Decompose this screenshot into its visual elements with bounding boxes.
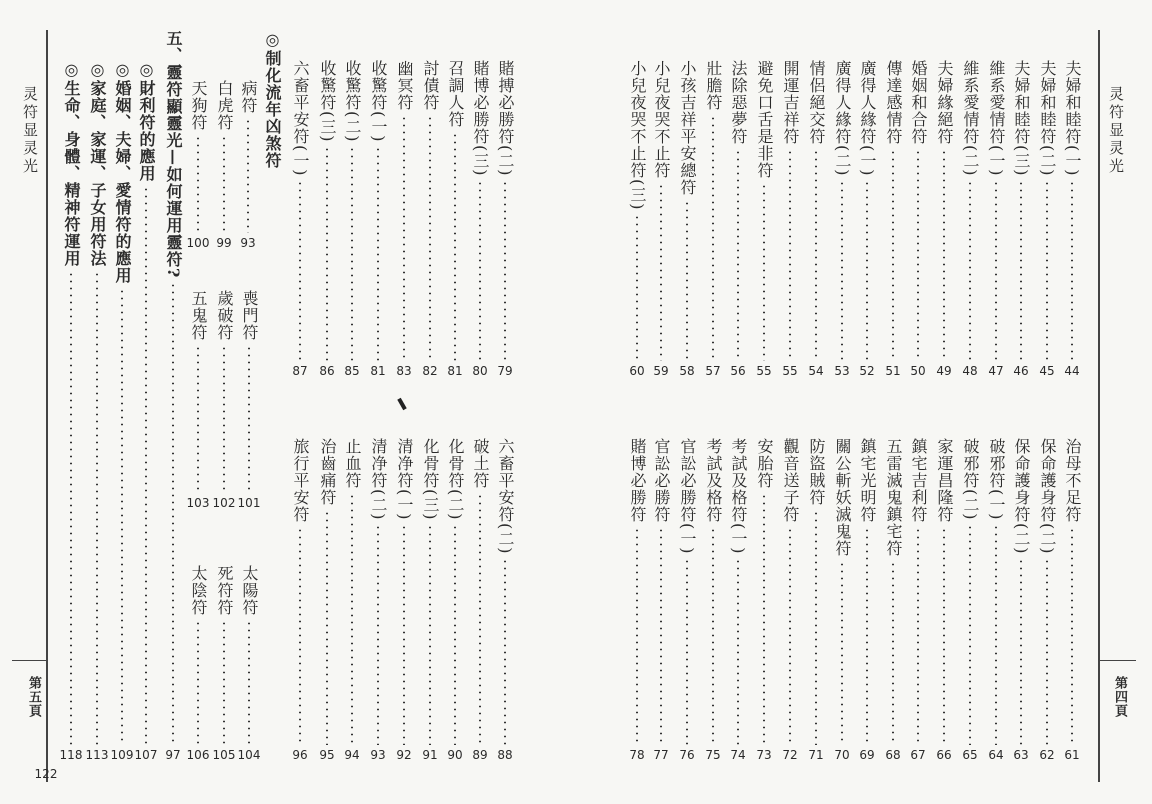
toc-entry — [444, 60, 466, 378]
toc-entry-title: 考試及格符 — [704, 438, 723, 523]
toc-entry-page-number: 106 — [186, 748, 210, 762]
dot-leader — [504, 180, 506, 361]
toc-entry-title: 病符 — [239, 80, 258, 114]
toc-entry — [187, 80, 209, 250]
dot-leader — [712, 527, 714, 745]
toc-entry — [1036, 60, 1058, 378]
toc-entry-title: 情侶絕交符 — [807, 60, 826, 145]
toc-entry-title: 破土符 — [471, 438, 490, 489]
dot-leader — [995, 524, 997, 745]
dot-leader — [763, 183, 765, 361]
dot-leader — [1046, 558, 1048, 745]
toc-entry — [367, 60, 389, 378]
right-page-label: 第四頁 — [1112, 676, 1127, 718]
toc-entry — [626, 60, 648, 378]
toc-entry — [289, 60, 311, 378]
toc-entry — [213, 290, 235, 510]
toc-entry-page-number: 88 — [497, 748, 513, 762]
toc-entry-page-number: 73 — [756, 748, 772, 762]
toc-entry-title: 歲破符 — [215, 290, 234, 341]
dot-leader — [943, 527, 945, 745]
toc-entry — [985, 438, 1007, 762]
toc-entry — [237, 80, 259, 250]
dot-leader — [1020, 180, 1022, 361]
toc-entry-title: 觀音送子符 — [781, 438, 800, 523]
dot-leader — [660, 527, 662, 745]
toc-entry-page-number: 83 — [396, 364, 412, 378]
toc-entry-title: 召調人符 — [446, 60, 465, 128]
toc-entry-title: 保命護身符(二) — [1012, 438, 1031, 555]
dot-leader — [454, 132, 456, 361]
toc-entry-title: 化骨符(三) — [421, 438, 440, 521]
toc-entry-page-number: 91 — [422, 748, 438, 762]
toc-entry-page-number: 81 — [447, 364, 463, 378]
toc-entry — [753, 438, 775, 762]
toc-entry-page-number: 86 — [319, 364, 335, 378]
toc-entry — [60, 60, 82, 762]
toc-entry-title: 傳達感情符 — [884, 60, 903, 145]
toc-entry-page-number: 85 — [344, 364, 360, 378]
dot-leader — [299, 527, 301, 745]
toc-entry-page-number: 53 — [834, 364, 850, 378]
toc-entry-title: 鎮宅吉利符 — [909, 438, 928, 523]
toc-entry — [626, 438, 648, 762]
toc-entry-page-number: 63 — [1013, 748, 1029, 762]
toc-entry — [419, 438, 441, 762]
toc-entry-title: 化骨符(二) — [446, 438, 465, 521]
toc-entry-title: 夫婦和睦符(二) — [1038, 60, 1057, 177]
toc-entry — [1061, 438, 1083, 762]
dot-leader — [403, 115, 405, 361]
toc-entry-page-number: 118 — [59, 748, 83, 762]
dot-leader — [121, 288, 123, 745]
toc-entry — [494, 60, 516, 378]
dot-leader — [660, 183, 662, 361]
toc-entry — [856, 60, 878, 378]
toc-entry-page-number: 113 — [85, 748, 109, 762]
toc-entry-title: 天狗符 — [189, 80, 208, 131]
dot-leader — [1071, 180, 1073, 361]
left-page-label: 第五頁 — [26, 676, 41, 718]
toc-entry — [86, 60, 108, 762]
dot-leader — [429, 115, 431, 361]
toc-entry — [676, 60, 698, 378]
toc-entry — [494, 438, 516, 762]
toc-entry-page-number: 49 — [936, 364, 952, 378]
toc-entry — [727, 60, 749, 378]
toc-entry-page-number: 47 — [988, 364, 1004, 378]
dot-leader — [815, 149, 817, 361]
dot-leader — [686, 558, 688, 745]
toc-entry-page-number: 68 — [885, 748, 901, 762]
toc-entry-title: 維系愛情符(一) — [987, 60, 1006, 177]
dot-leader — [377, 524, 379, 745]
toc-entry-page-number: 75 — [705, 748, 721, 762]
toc-entry-page-number: 57 — [705, 364, 721, 378]
toc-entry — [882, 438, 904, 762]
toc-entry — [805, 60, 827, 378]
toc-entry — [289, 438, 311, 762]
toc-entry — [779, 60, 801, 378]
dot-leader — [866, 527, 868, 745]
toc-entry-page-number: 61 — [1064, 748, 1080, 762]
dot-leader — [351, 146, 353, 361]
dot-leader — [737, 149, 739, 361]
toc-entry — [1010, 60, 1032, 378]
toc-entry-title: 五雷滅鬼鎮宅符 — [884, 438, 903, 557]
dot-leader — [995, 180, 997, 361]
toc-entry — [959, 438, 981, 762]
toc-entry — [907, 60, 929, 378]
toc-entry-title: 法除惡夢符 — [729, 60, 748, 145]
toc-entry — [753, 60, 775, 378]
left-running-title: 灵符显灵光 — [21, 86, 39, 176]
toc-entry — [111, 60, 133, 762]
toc-entry-page-number: 76 — [679, 748, 695, 762]
toc-entry-page-number: 102 — [212, 496, 236, 510]
dot-leader — [712, 115, 714, 361]
toc-entry — [959, 60, 981, 378]
toc-entry — [444, 438, 466, 762]
dot-leader — [299, 180, 301, 361]
dot-leader — [429, 524, 431, 745]
toc-entry — [650, 438, 672, 762]
toc-entry-page-number: 80 — [472, 364, 488, 378]
dot-leader — [223, 345, 225, 493]
toc-entry — [238, 565, 260, 762]
toc-entry-title: 治母不足符 — [1063, 438, 1082, 523]
dot-leader — [917, 149, 919, 361]
toc-entry-page-number: 93 — [370, 748, 386, 762]
dot-leader — [223, 135, 225, 233]
toc-entry-page-number: 96 — [292, 748, 308, 762]
toc-entry-title: 小孩吉祥平安總符 — [678, 60, 697, 196]
toc-entry — [831, 438, 853, 762]
toc-entry-page-number: 48 — [962, 364, 978, 378]
dot-leader — [1020, 558, 1022, 745]
toc-entry-title: 官訟必勝符(一) — [678, 438, 697, 555]
toc-entry-title: 廣得人緣符(二) — [833, 60, 852, 177]
page-label-rule-right — [1100, 660, 1136, 661]
dot-leader — [1071, 527, 1073, 745]
toc-entry-title: ◎制化流年凶煞符 — [263, 30, 282, 169]
toc-entry — [419, 60, 441, 378]
right-running-title: 灵符显灵光 — [1107, 86, 1125, 176]
dot-leader — [841, 561, 843, 745]
toc-entry — [393, 438, 415, 762]
toc-entry — [650, 60, 672, 378]
toc-entry-title: 小兒夜哭不止符(三) — [628, 60, 647, 211]
toc-entry-page-number: 65 — [962, 748, 978, 762]
toc-entry-page-number: 105 — [212, 748, 236, 762]
toc-entry-title: 太陰符 — [189, 565, 208, 616]
toc-entry-title: 小兒夜哭不止符 — [652, 60, 671, 179]
toc-entry-title: 五鬼符 — [189, 290, 208, 341]
toc-entry-page-number: 72 — [782, 748, 798, 762]
toc-entry — [727, 438, 749, 762]
toc-entry-title: 死符符 — [215, 565, 234, 616]
toc-entry-title: 維系愛情符(二) — [961, 60, 980, 177]
toc-entry — [393, 60, 415, 378]
toc-entry — [34, 760, 58, 781]
toc-entry-page-number: 64 — [988, 748, 1004, 762]
toc-entry — [933, 60, 955, 378]
toc-entry-page-number: 109 — [110, 748, 134, 762]
toc-entry — [162, 30, 184, 762]
toc-entry-title: 避免口舌是非符 — [755, 60, 774, 179]
dot-leader — [479, 180, 481, 361]
toc-entry — [341, 438, 363, 762]
toc-entry-title: 喪門符 — [240, 290, 259, 341]
dot-leader — [686, 200, 688, 361]
toc-entry-page-number: 92 — [396, 748, 412, 762]
toc-entry-title: ◎財利符的應用 — [137, 60, 156, 182]
dot-leader — [145, 186, 147, 745]
toc-entry-page-number: 100 — [186, 236, 210, 250]
dot-leader — [326, 510, 328, 745]
dot-leader — [789, 149, 791, 361]
dot-leader — [789, 527, 791, 745]
toc-entry-title: 防盜賊符 — [807, 438, 826, 506]
toc-entry-page-number: 79 — [497, 364, 513, 378]
dot-leader — [271, 173, 273, 375]
toc-entry-title: 清净符(二) — [369, 438, 388, 521]
toc-entry — [187, 290, 209, 510]
toc-entry-page-number: 67 — [910, 748, 926, 762]
toc-entry-page-number: 82 — [422, 364, 438, 378]
toc-entry-title: 收驚符(三) — [318, 60, 337, 143]
toc-entry — [316, 60, 338, 378]
stray-ink-mark — [397, 398, 406, 410]
toc-entry — [1036, 438, 1058, 762]
toc-entry-page-number: 94 — [344, 748, 360, 762]
toc-entry — [702, 60, 724, 378]
toc-entry — [907, 438, 929, 762]
dot-leader — [197, 345, 199, 493]
toc-entry — [261, 30, 283, 378]
dot-leader — [70, 271, 72, 745]
toc-entry-page-number: 44 — [1064, 364, 1080, 378]
toc-entry-page-number: 51 — [885, 364, 901, 378]
toc-entry — [779, 438, 801, 762]
toc-entry-page-number: 59 — [653, 364, 669, 378]
dot-leader — [969, 524, 971, 745]
toc-entry — [676, 438, 698, 762]
toc-entry-title: 夫婦緣絕符 — [935, 60, 954, 145]
toc-entry-title: 六畜平安符(一) — [291, 60, 310, 177]
toc-entry-title: 開運吉祥符 — [781, 60, 800, 145]
dot-leader — [197, 135, 199, 233]
dot-leader — [892, 149, 894, 361]
toc-entry-page-number: 71 — [808, 748, 824, 762]
toc-entry-page-number: 93 — [240, 236, 256, 250]
dot-leader — [763, 493, 765, 745]
dot-leader — [969, 180, 971, 361]
toc-entry-page-number: 107 — [134, 748, 158, 762]
toc-entry-title: 六畜平安符(二) — [496, 438, 515, 555]
toc-entry-page-number: 74 — [730, 748, 746, 762]
toc-entry-page-number: 78 — [629, 748, 645, 762]
toc-entry-title: 收驚符(二) — [343, 60, 362, 143]
dot-leader — [1046, 180, 1048, 361]
toc-entry — [933, 438, 955, 762]
toc-entry-page-number: 54 — [808, 364, 824, 378]
toc-entry-page-number: 90 — [447, 748, 463, 762]
toc-entry-page-number: 60 — [629, 364, 645, 378]
dot-leader — [504, 558, 506, 745]
toc-entry-title: 清净符(一) — [395, 438, 414, 521]
toc-entry — [831, 60, 853, 378]
toc-entry-title: 收驚符(一) — [369, 60, 388, 143]
toc-entry-title: 保命護身符(二) — [1038, 438, 1057, 555]
dot-leader — [248, 345, 250, 493]
toc-entry-title: 考試及格符(一) — [729, 438, 748, 555]
toc-entry-title: ◎家庭、家運、子女用符法 — [88, 60, 107, 267]
dot-leader — [737, 558, 739, 745]
dot-leader — [479, 493, 481, 745]
toc-entry-page-number: 62 — [1039, 748, 1055, 762]
toc-entry — [469, 438, 491, 762]
dot-leader — [815, 510, 817, 745]
dot-leader — [454, 524, 456, 745]
toc-entry — [805, 438, 827, 762]
left-page-outer-rule — [46, 30, 48, 782]
toc-entry-page-number: 45 — [1039, 364, 1055, 378]
toc-entry-page-number: 89 — [472, 748, 488, 762]
toc-entry-title: 鎮宅光明符 — [858, 438, 877, 523]
toc-entry-page-number: 70 — [834, 748, 850, 762]
toc-entry-page-number: 66 — [936, 748, 952, 762]
dot-leader — [326, 146, 328, 361]
toc-entry — [135, 60, 157, 762]
dot-leader — [96, 271, 98, 745]
dot-leader — [866, 180, 868, 361]
toc-entry — [238, 290, 260, 510]
toc-entry-page-number: 95 — [319, 748, 335, 762]
dot-leader — [351, 493, 353, 745]
toc-entry-page-number: 81 — [370, 364, 386, 378]
toc-entry-title: 治齒痛符 — [318, 438, 337, 506]
toc-entry-page-number: 46 — [1013, 364, 1029, 378]
toc-entry-title: 安胎符 — [755, 438, 774, 489]
toc-entry-page-number: 77 — [653, 748, 669, 762]
toc-entry-page-number: 55 — [782, 364, 798, 378]
toc-entry-title: 白虎符 — [215, 80, 234, 131]
toc-entry-page-number: 52 — [859, 364, 875, 378]
dot-leader — [917, 527, 919, 745]
toc-entry-page-number: 122 — [34, 767, 58, 781]
toc-entry-title: 太陽符 — [240, 565, 259, 616]
toc-entry-title: ◎生命、身體、精神符運用 — [62, 60, 81, 267]
toc-entry-page-number: 87 — [292, 364, 308, 378]
toc-entry — [702, 438, 724, 762]
dot-leader — [892, 561, 894, 745]
toc-entry-page-number: 103 — [186, 496, 210, 510]
toc-entry-page-number: 56 — [730, 364, 746, 378]
dot-leader — [636, 527, 638, 745]
toc-entry-title: 官訟必勝符 — [652, 438, 671, 523]
toc-entry-title: 夫婦和睦符(三) — [1012, 60, 1031, 177]
toc-entry-page-number: 97 — [165, 748, 181, 762]
dot-leader — [223, 620, 225, 745]
dot-leader — [248, 620, 250, 745]
dot-leader — [841, 180, 843, 361]
toc-entry — [882, 60, 904, 378]
toc-entry-title: 止血符 — [343, 438, 362, 489]
toc-entry-page-number: 50 — [910, 364, 926, 378]
dot-leader — [197, 620, 199, 745]
toc-entry-page-number: 99 — [216, 236, 232, 250]
toc-entry-title: ◎婚姻、夫婦、愛情符的應用 — [113, 60, 132, 284]
toc-entry — [1010, 438, 1032, 762]
toc-entry-title: 幽冥符 — [395, 60, 414, 111]
toc-entry-title: 關公斬妖滅鬼符 — [833, 438, 852, 557]
toc-entry — [1061, 60, 1083, 378]
dot-leader — [943, 149, 945, 361]
toc-entry — [341, 60, 363, 378]
toc-entry — [316, 438, 338, 762]
toc-entry — [213, 80, 235, 250]
toc-entry-title: 討債符 — [421, 60, 440, 111]
dot-leader — [247, 118, 249, 233]
toc-entry-page-number: 104 — [237, 748, 261, 762]
toc-entry — [469, 60, 491, 378]
dot-leader — [403, 524, 405, 745]
toc-entry-title: 婚姻和合符 — [909, 60, 928, 145]
toc-entry — [856, 438, 878, 762]
toc-entry-title: 五、靈符顯靈光—如何運用靈符? — [164, 30, 183, 279]
toc-entry-page-number: 69 — [859, 748, 875, 762]
toc-entry — [213, 565, 235, 762]
page-label-rule-left — [12, 660, 48, 661]
toc-entry-title: 旅行平安符 — [291, 438, 310, 523]
toc-entry-page-number: 55 — [756, 364, 772, 378]
toc-entry — [367, 438, 389, 762]
toc-entry-title: 破邪符(一) — [987, 438, 1006, 521]
toc-entry-title: 賭博必勝符(三) — [471, 60, 490, 177]
dot-leader — [636, 214, 638, 361]
toc-entry-page-number: 58 — [679, 364, 695, 378]
toc-entry — [985, 60, 1007, 378]
toc-entry-title: 賭搏必勝符(二) — [496, 60, 515, 177]
dot-leader — [377, 146, 379, 361]
toc-entry-title: 夫婦和睦符(一) — [1063, 60, 1082, 177]
toc-entry-title: 壯膽符 — [704, 60, 723, 111]
toc-entry — [187, 565, 209, 762]
dot-leader — [172, 282, 174, 745]
toc-entry-title: 賭博必勝符 — [628, 438, 647, 523]
toc-entry-title: 破邪符(二) — [961, 438, 980, 521]
toc-entry-title: 廣得人緣符(一) — [858, 60, 877, 177]
right-page-outer-rule — [1098, 30, 1100, 782]
toc-entry-title: 家運昌隆符 — [935, 438, 954, 523]
toc-entry-page-number: 101 — [237, 496, 261, 510]
